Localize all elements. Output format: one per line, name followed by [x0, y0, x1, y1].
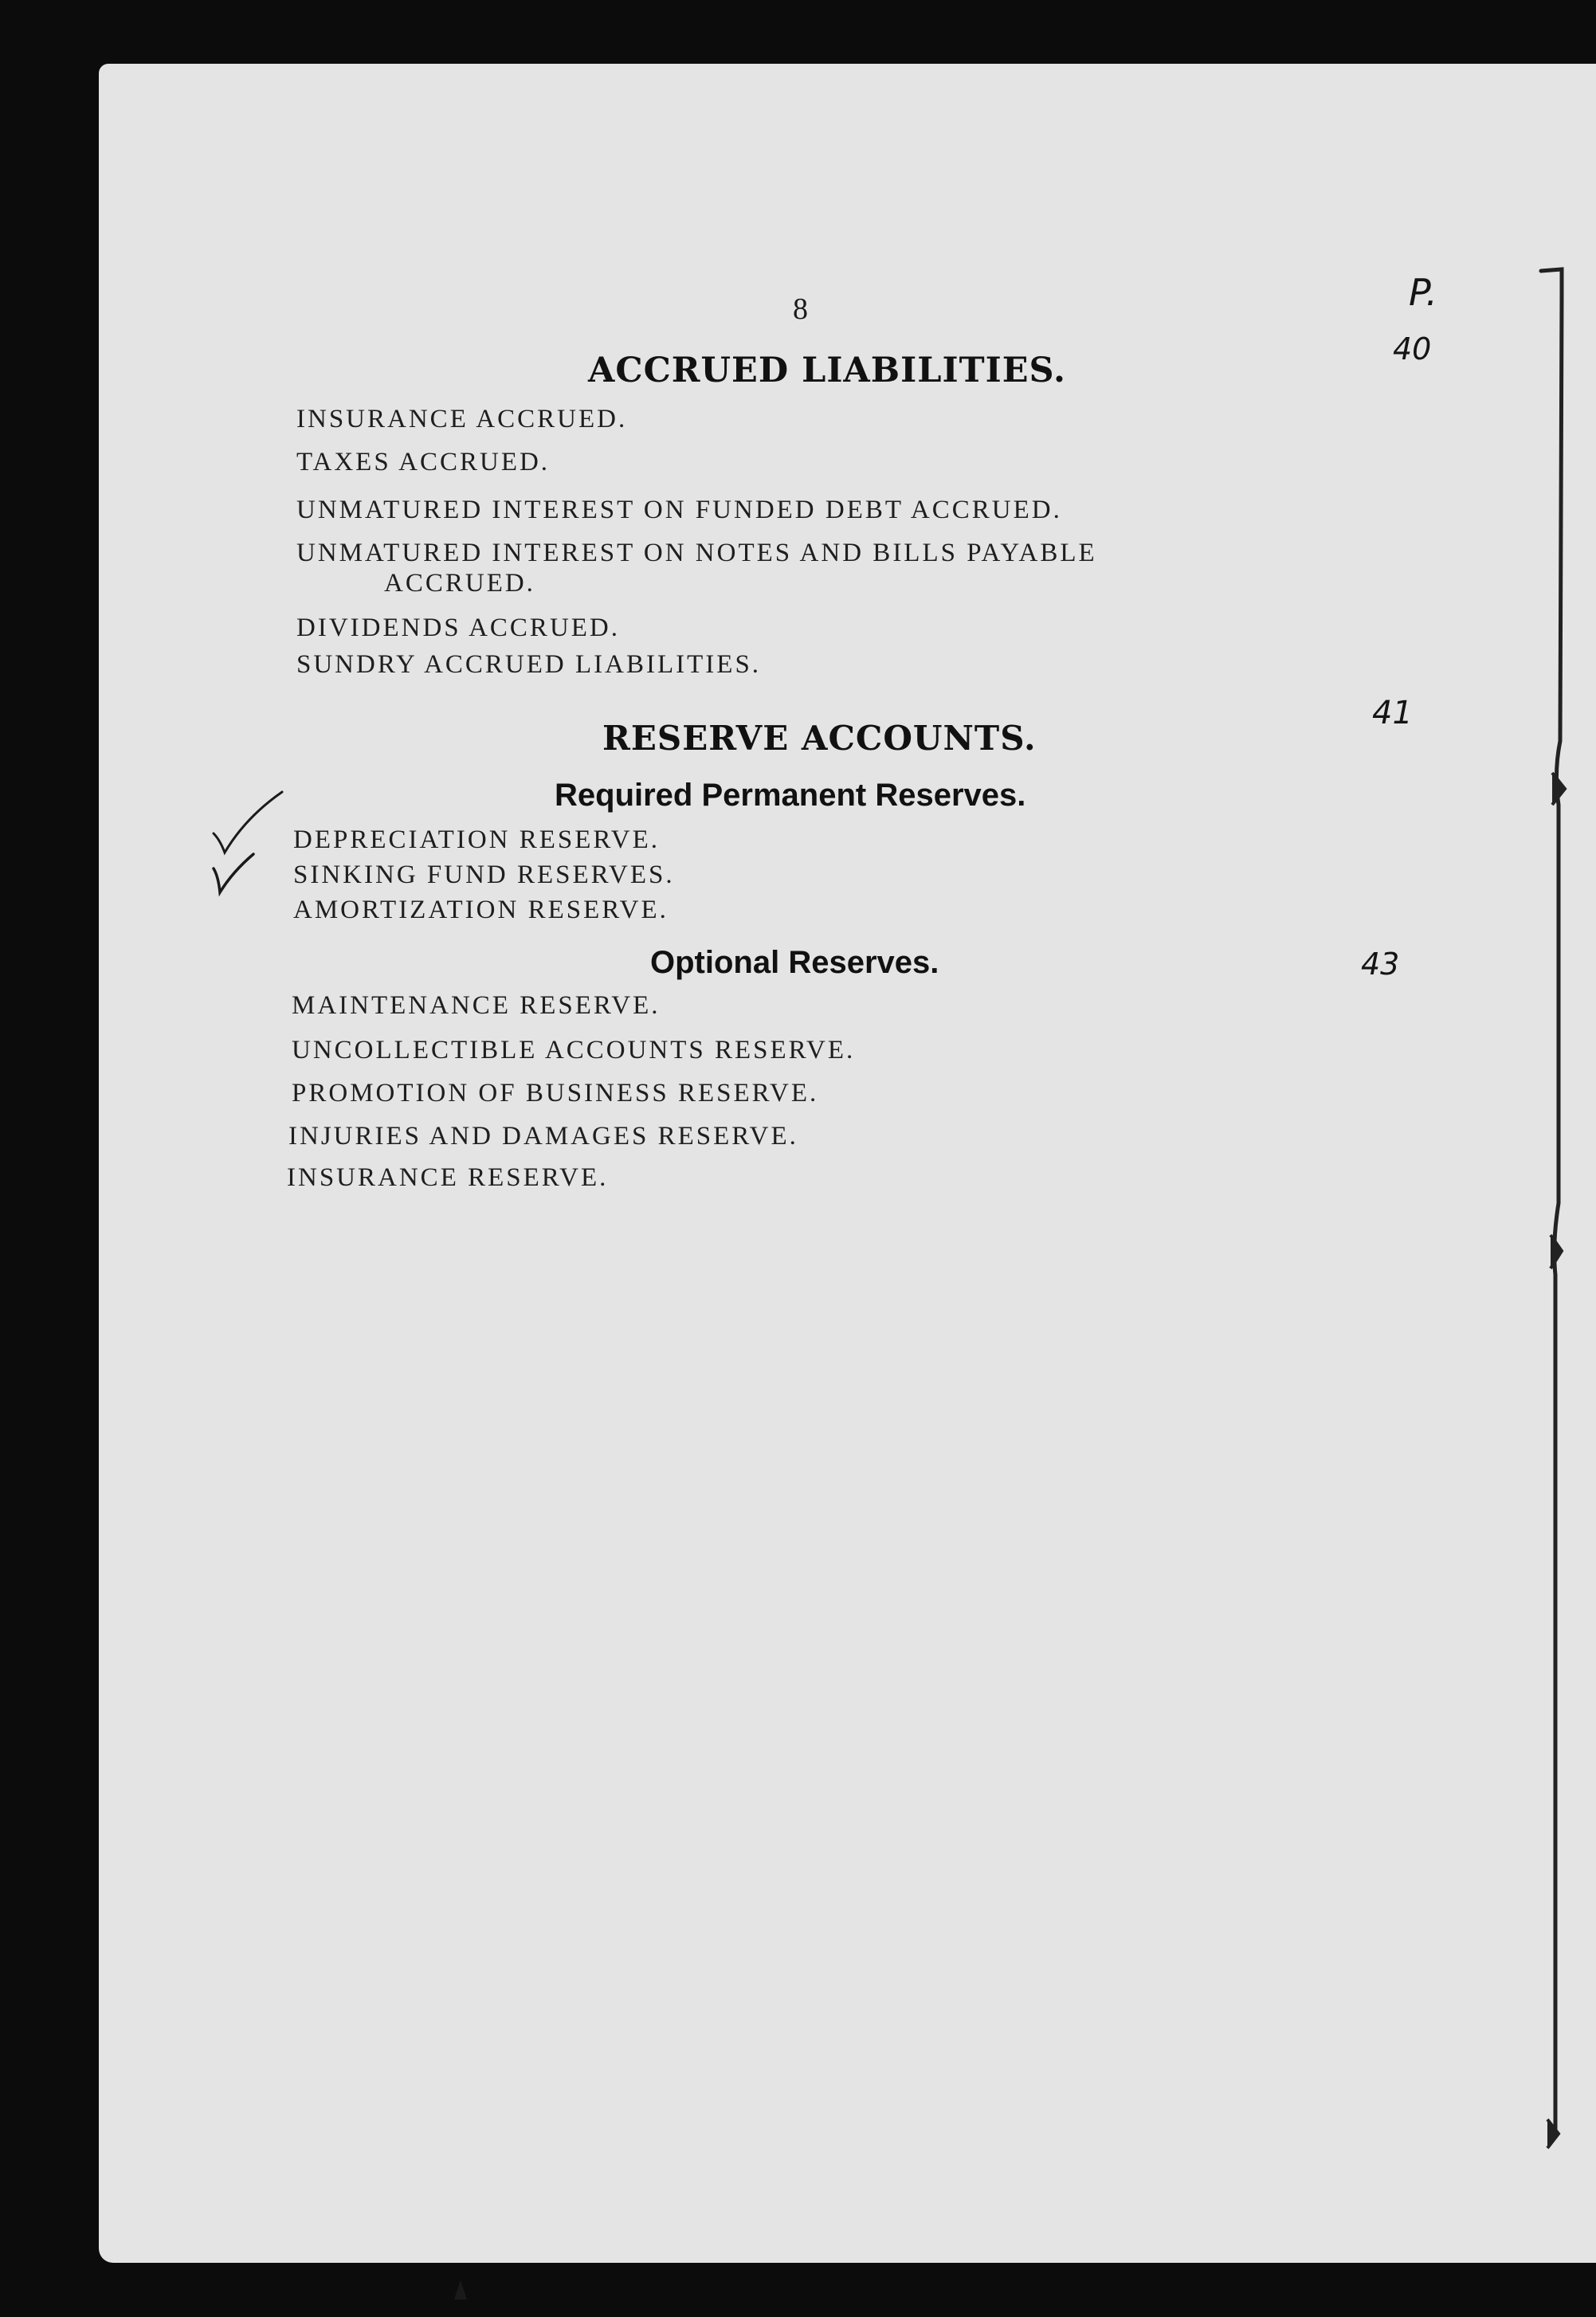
list-item: UNMATURED INTEREST ON FUNDED DEBT ACCRUED.: [296, 496, 1062, 524]
list-item: DIVIDENDS ACCRUED.: [296, 614, 621, 642]
list-item: INJURIES AND DAMAGES RESERVE.: [288, 1122, 798, 1151]
subsection-heading-optional-reserves: Optional Reserves.: [650, 945, 939, 980]
handwritten-p-mark: P.: [1409, 271, 1438, 314]
section-heading-reserve-accounts: RESERVE ACCOUNTS.: [602, 719, 1037, 758]
list-item-continuation: ACCRUED.: [384, 569, 535, 598]
handwritten-ref-40: 40: [1393, 331, 1432, 367]
list-item: UNMATURED INTEREST ON NOTES AND BILLS PAYABLE: [296, 539, 1097, 567]
list-item: SINKING FUND RESERVES.: [293, 861, 675, 889]
list-item: UNCOLLECTIBLE ACCOUNTS RESERVE.: [292, 1036, 856, 1064]
handwritten-ref-41: 41: [1372, 695, 1413, 731]
handwritten-ref-43: 43: [1361, 947, 1400, 982]
list-item: AMORTIZATION RESERVE.: [293, 896, 669, 924]
list-item: MAINTENANCE RESERVE.: [292, 991, 661, 1020]
list-item: INSURANCE ACCRUED.: [296, 405, 628, 433]
page-number: 8: [793, 292, 808, 326]
list-item: INSURANCE RESERVE.: [287, 1163, 609, 1192]
list-item: TAXES ACCRUED.: [296, 448, 551, 476]
list-item: SUNDRY ACCRUED LIABILITIES.: [296, 650, 762, 679]
scan-artifact-arrow: [453, 2279, 469, 2301]
subsection-heading-required-permanent-reserves: Required Permanent Reserves.: [555, 778, 1026, 813]
list-item: DEPRECIATION RESERVE.: [293, 825, 661, 854]
list-item: PROMOTION OF BUSINESS RESERVE.: [292, 1079, 819, 1108]
section-heading-accrued-liabilities: ACCRUED LIABILITIES.: [588, 351, 1066, 390]
checkmark-icon: [209, 849, 257, 899]
binding-spine: [1538, 263, 1570, 2175]
